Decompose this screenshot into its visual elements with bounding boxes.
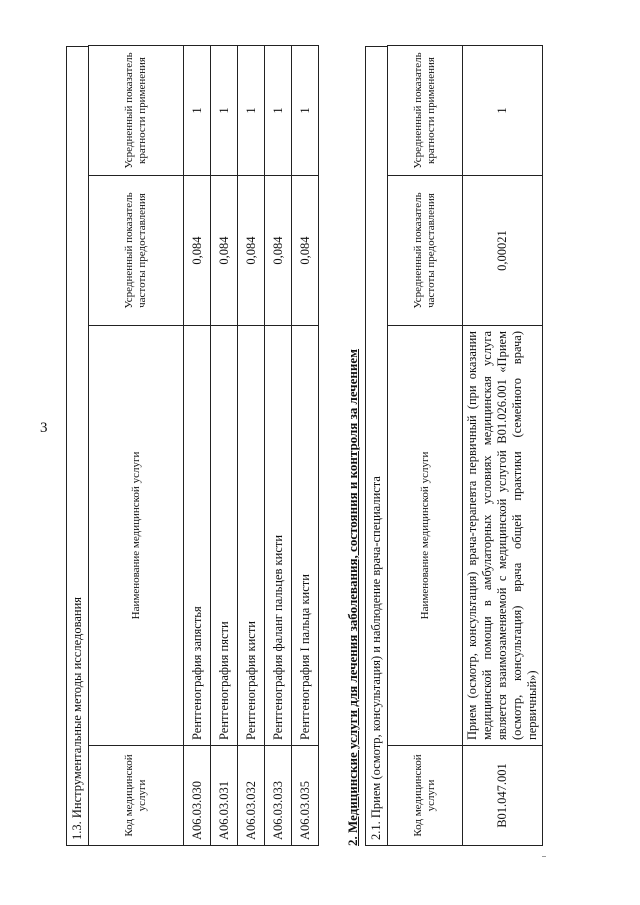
service-multiplicity: 1 xyxy=(184,46,211,176)
service-code: B01.047.001 xyxy=(463,746,543,846)
service-name: Рентгенография I пальца кисти xyxy=(292,326,319,746)
service-frequency: 0,084 xyxy=(211,176,238,326)
header-code: Код медицинской услуги xyxy=(89,746,184,846)
table-row xyxy=(184,46,211,846)
table-row xyxy=(463,46,543,846)
service-code: A06.03.035 xyxy=(292,746,319,846)
header-frequency: Усредненный показатель частоты предоставления xyxy=(388,176,463,326)
service-multiplicity: 1 xyxy=(292,46,319,176)
table-row xyxy=(292,46,319,846)
service-frequency: 0,084 xyxy=(238,176,265,326)
service-code: A06.03.032 xyxy=(238,746,265,846)
service-name: Рентгенография фаланг пальцев кисти xyxy=(265,326,292,746)
service-name: Рентгенография пясти xyxy=(211,326,238,746)
service-frequency: 0,084 xyxy=(292,176,319,326)
service-frequency: 0,084 xyxy=(184,176,211,326)
instrumental-methods-table xyxy=(88,45,319,846)
document-content xyxy=(66,46,543,846)
service-name: Рентгенография кисти xyxy=(238,326,265,746)
service-name: Рентгенография запястья xyxy=(184,326,211,746)
header-name: Наименование медицинской услуги xyxy=(89,326,184,746)
section-1-3-title: 1.3. Инструментальные методы исследования xyxy=(66,46,88,846)
section-2-heading xyxy=(345,46,361,846)
service-code: A06.03.031 xyxy=(211,746,238,846)
service-frequency: 0,00021 xyxy=(463,176,543,326)
header-code: Код медицинской услуги xyxy=(388,746,463,846)
service-multiplicity: 1 xyxy=(238,46,265,176)
table-row xyxy=(265,46,292,846)
service-name: Прием (осмотр, консультация) врача-терапевта первичный (при оказании медицинской помощи в амбулаторных условиях медицинская услуга является взаимозаменяемой с медицинской услугой B01.026.001 «Прием (осмотр, консультация) врача общей практики (семейного врача) первичный») xyxy=(463,326,543,746)
section-2-number: 2. xyxy=(345,836,360,846)
service-multiplicity: 1 xyxy=(265,46,292,176)
table-row xyxy=(211,46,238,846)
header-multiplicity: Усредненный показатель кратности применения xyxy=(388,46,463,176)
service-code: A06.03.030 xyxy=(184,746,211,846)
service-code: A06.03.033 xyxy=(265,746,292,846)
table-row xyxy=(238,46,265,846)
table-header-row xyxy=(89,46,184,846)
table-header-row xyxy=(388,46,463,846)
section-2-1-title: 2.1. Прием (осмотр, консультация) и наблюдение врача-специалиста xyxy=(365,46,387,846)
header-multiplicity: Усредненный показатель кратности применения xyxy=(89,46,184,176)
scan-artifact xyxy=(542,856,546,857)
service-frequency: 0,084 xyxy=(265,176,292,326)
service-multiplicity: 1 xyxy=(211,46,238,176)
specialist-consultation-table xyxy=(387,45,543,846)
header-frequency: Усредненный показатель частоты предоставления xyxy=(89,176,184,326)
header-name: Наименование медицинской услуги xyxy=(388,326,463,746)
service-multiplicity: 1 xyxy=(463,46,543,176)
section-2-title: Медицинские услуги для лечения заболевания, состояния и контроля за лечением xyxy=(345,348,360,833)
page-number: 3 xyxy=(40,420,48,436)
